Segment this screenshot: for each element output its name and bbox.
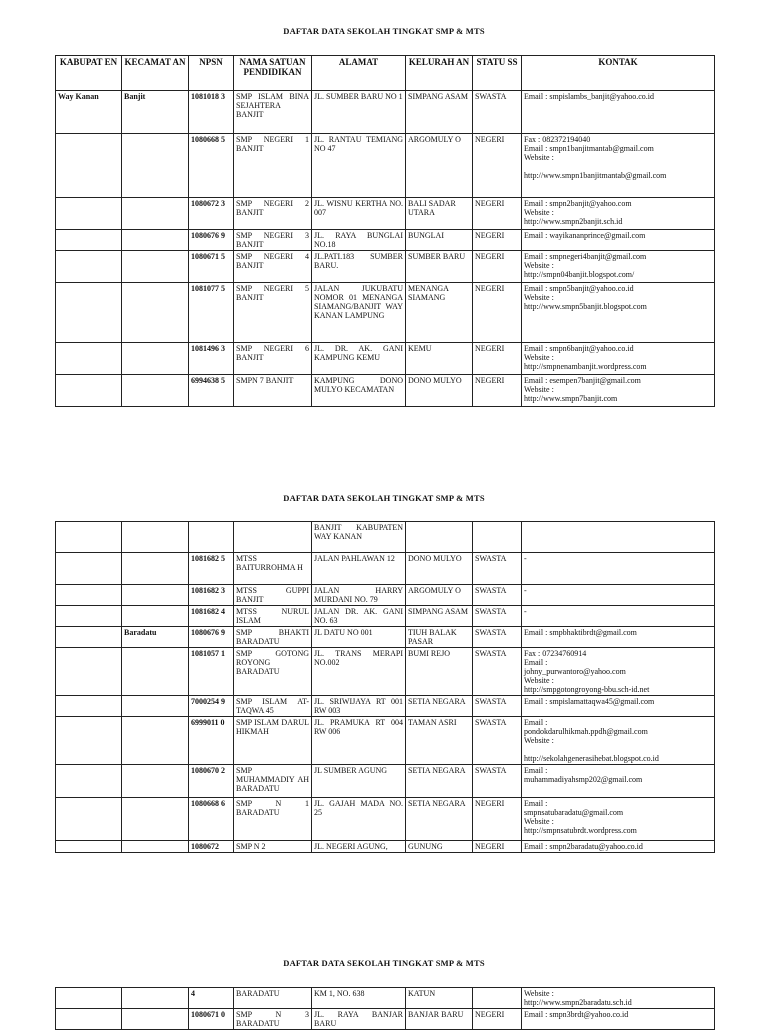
alamat-cell: JL DATU NO 001: [312, 627, 406, 648]
alamat-cell: JALAN JUKUBATU NOMOR 01 MENANGA SIAMANG/BANJIT WAY KANAN LAMPUNG: [312, 283, 406, 343]
table-row: [56, 251, 715, 283]
kontak-cell: Email : smpislambs_banjit@yahoo.co.id: [522, 91, 715, 134]
table-row: [56, 717, 715, 765]
kelurahan-cell: MENANGA SIAMANG: [406, 283, 473, 343]
kelurahan-cell: DONO MULYO: [406, 375, 473, 407]
status-cell: [473, 988, 522, 1009]
nama-cell: SMP ISLAM DARUL HIKMAH: [234, 717, 312, 765]
kabupaten-cell: [56, 134, 122, 198]
alamat-cell: JALAN PAHLAWAN 12: [312, 553, 406, 585]
table-row: [56, 1009, 715, 1030]
table-row: [56, 375, 715, 407]
alamat-cell: JL. NEGERI AGUNG,: [312, 841, 406, 853]
header-status: STATU SS: [473, 56, 522, 91]
nama-cell: MTSS BAITURROHMA H: [234, 553, 312, 585]
kontak-cell: [522, 522, 715, 553]
table-row: [56, 585, 715, 606]
status-cell: SWASTA: [473, 585, 522, 606]
kecamatan-cell: Banjit: [122, 91, 189, 134]
kabupaten-cell: [56, 988, 122, 1009]
kontak-cell: Email : smpnsatubaradatu@gmail.com Website : http://smpnsatubrdt.wordpress.com: [522, 798, 715, 841]
kelurahan-cell: BUMI REJO: [406, 648, 473, 696]
kecamatan-cell: [122, 230, 189, 251]
nama-cell: SMP GOTONG ROYONG BARADATU: [234, 648, 312, 696]
status-cell: NEGERI: [473, 198, 522, 230]
nama-cell: SMP N 3 BARADATU: [234, 1009, 312, 1030]
kontak-cell: -: [522, 606, 715, 627]
kelurahan-cell: GUNUNG: [406, 841, 473, 853]
kabupaten-cell: [56, 251, 122, 283]
alamat-cell: JL. RANTAU TEMIANG NO 47: [312, 134, 406, 198]
kecamatan-cell: [122, 696, 189, 717]
npsn-cell: 6994638 5: [189, 375, 234, 407]
table-row: [56, 134, 715, 198]
npsn-cell: 1080672: [189, 841, 234, 853]
kabupaten-cell: [56, 522, 122, 553]
kelurahan-cell: ARGOMULY O: [406, 585, 473, 606]
header-kelurahan: KELURAH AN: [406, 56, 473, 91]
kontak-cell: Email : smpn6banjit@yahoo.co.id Website : http://smpnenambanjit.wordpress.com: [522, 343, 715, 375]
status-cell: [473, 522, 522, 553]
npsn-cell: 1081682 5: [189, 553, 234, 585]
kecamatan-cell: [122, 988, 189, 1009]
table-row: [56, 988, 715, 1009]
nama-cell: SMP NEGERI 2 BANJIT: [234, 198, 312, 230]
school-table-1: [55, 55, 715, 407]
status-cell: SWASTA: [473, 91, 522, 134]
npsn-cell: 1081077 5: [189, 283, 234, 343]
alamat-cell: JL.PATI.183 SUMBER BARU.: [312, 251, 406, 283]
kontak-cell: Email : smpn5banjit@yahoo.co.id Website : http://www.smpn5banjit.blogspot.com: [522, 283, 715, 343]
kelurahan-cell: SETIA NEGARA: [406, 798, 473, 841]
kontak-cell: Fax : 07234760914 Email : johny_purwantoro@yahoo.com Website : http://smpgotongroyong-bbu.sch-id.net: [522, 648, 715, 696]
npsn-cell: 6999011 0: [189, 717, 234, 765]
page-title-3: DAFTAR DATA SEKOLAH TINGKAT SMP & MTS: [283, 958, 485, 968]
kecamatan-cell: Baradatu: [122, 627, 189, 648]
kabupaten-cell: [56, 198, 122, 230]
kabupaten-cell: Way Kanan: [56, 91, 122, 134]
kecamatan-cell: [122, 1009, 189, 1030]
page-title-1: DAFTAR DATA SEKOLAH TINGKAT SMP & MTS: [283, 26, 485, 36]
nama-cell: SMP N 2: [234, 841, 312, 853]
status-cell: NEGERI: [473, 375, 522, 407]
kelurahan-cell: SETIA NEGARA: [406, 765, 473, 798]
status-cell: SWASTA: [473, 765, 522, 798]
kecamatan-cell: [122, 198, 189, 230]
kecamatan-cell: [122, 522, 189, 553]
npsn-cell: 4: [189, 988, 234, 1009]
kecamatan-cell: [122, 765, 189, 798]
table-row: [56, 798, 715, 841]
alamat-cell: JL. GAJAH MADA NO. 25: [312, 798, 406, 841]
status-cell: NEGERI: [473, 230, 522, 251]
nama-cell: MTSS NURUL ISLAM: [234, 606, 312, 627]
npsn-cell: 7000254 9: [189, 696, 234, 717]
kelurahan-cell: BUNGLAI: [406, 230, 473, 251]
alamat-cell: JL. TRANS MERAPI NO.002: [312, 648, 406, 696]
alamat-cell: BANJIT KABUPATEN WAY KANAN: [312, 522, 406, 553]
kelurahan-cell: KATUN: [406, 988, 473, 1009]
npsn-cell: 1081682 4: [189, 606, 234, 627]
status-cell: NEGERI: [473, 283, 522, 343]
kabupaten-cell: [56, 283, 122, 343]
kontak-cell: Website : http://www.smpn2baradatu.sch.id: [522, 988, 715, 1009]
kontak-cell: Email : smpn2baradatu@yahoo.co.id: [522, 841, 715, 853]
alamat-cell: KAMPUNG DONO MULYO KECAMATAN: [312, 375, 406, 407]
kecamatan-cell: [122, 375, 189, 407]
kontak-cell: -: [522, 585, 715, 606]
npsn-cell: 1081682 3: [189, 585, 234, 606]
header-nama: NAMA SATUAN PENDIDIKAN: [234, 56, 312, 91]
page-title-2: DAFTAR DATA SEKOLAH TINGKAT SMP & MTS: [283, 493, 485, 503]
school-table-2: [55, 521, 715, 853]
nama-cell: [234, 522, 312, 553]
kecamatan-cell: [122, 606, 189, 627]
kecamatan-cell: [122, 798, 189, 841]
alamat-cell: JL. RAYA BANJAR BARU: [312, 1009, 406, 1030]
table-row: [56, 841, 715, 853]
header-kabupaten: KABUPAT EN: [56, 56, 122, 91]
nama-cell: SMP N 1 BARADATU: [234, 798, 312, 841]
kelurahan-cell: BALI SADAR UTARA: [406, 198, 473, 230]
status-cell: NEGERI: [473, 343, 522, 375]
kelurahan-cell: SIMPANG ASAM: [406, 91, 473, 134]
nama-cell: SMP ISLAM AT-TAQWA 45: [234, 696, 312, 717]
alamat-cell: JL. RAYA BUNGLAI NO.18: [312, 230, 406, 251]
table-row: [56, 343, 715, 375]
kelurahan-cell: TIUH BALAK PASAR: [406, 627, 473, 648]
npsn-cell: 1080668 6: [189, 798, 234, 841]
npsn-cell: 1080676 9: [189, 627, 234, 648]
nama-cell: SMP NEGERI 5 BANJIT: [234, 283, 312, 343]
kelurahan-cell: SUMBER BARU: [406, 251, 473, 283]
table-row: [56, 198, 715, 230]
kelurahan-cell: DONO MULYO: [406, 553, 473, 585]
nama-cell: SMP NEGERI 3 BANJIT: [234, 230, 312, 251]
nama-cell: SMP ISLAM BINA SEJAHTERA BANJIT: [234, 91, 312, 134]
table-row: [56, 627, 715, 648]
alamat-cell: JL. WISNU KERTHA NO. 007: [312, 198, 406, 230]
npsn-cell: 1080671 0: [189, 1009, 234, 1030]
alamat-cell: JL. PRAMUKA RT 004 RW 006: [312, 717, 406, 765]
status-cell: SWASTA: [473, 553, 522, 585]
kontak-cell: Email : smpnegeri4banjit@gmail.com Website : http://smpn04banjit.blogspot.com/: [522, 251, 715, 283]
npsn-cell: 1080671 5: [189, 251, 234, 283]
table-row: [56, 283, 715, 343]
npsn-cell: 1081018 3: [189, 91, 234, 134]
status-cell: NEGERI: [473, 1009, 522, 1030]
kecamatan-cell: [122, 841, 189, 853]
kecamatan-cell: [122, 717, 189, 765]
kabupaten-cell: [56, 696, 122, 717]
nama-cell: SMP BHAKTI BARADATU: [234, 627, 312, 648]
table-row: [56, 648, 715, 696]
alamat-cell: JL. SUMBER BARU NO 1: [312, 91, 406, 134]
kabupaten-cell: [56, 798, 122, 841]
kontak-cell: -: [522, 553, 715, 585]
nama-cell: SMP NEGERI 1 BANJIT: [234, 134, 312, 198]
table-row: [56, 230, 715, 251]
kontak-cell: Email : wayikananprince@gmail.com: [522, 230, 715, 251]
status-cell: SWASTA: [473, 717, 522, 765]
alamat-cell: JL. DR. AK. GANI KAMPUNG KEMU: [312, 343, 406, 375]
kabupaten-cell: [56, 375, 122, 407]
kecamatan-cell: [122, 283, 189, 343]
kelurahan-cell: [406, 522, 473, 553]
status-cell: SWASTA: [473, 648, 522, 696]
table-header-row: [56, 56, 715, 91]
nama-cell: SMP MUHAMMADIY AH BARADATU: [234, 765, 312, 798]
status-cell: NEGERI: [473, 134, 522, 198]
status-cell: SWASTA: [473, 627, 522, 648]
kabupaten-cell: [56, 717, 122, 765]
kelurahan-cell: TAMAN ASRI: [406, 717, 473, 765]
nama-cell: MTSS GUPPI BANJIT: [234, 585, 312, 606]
npsn-cell: 1080670 2: [189, 765, 234, 798]
table-row: [56, 553, 715, 585]
npsn-cell: 1081057 1: [189, 648, 234, 696]
header-npsn: NPSN: [189, 56, 234, 91]
kabupaten-cell: [56, 230, 122, 251]
npsn-cell: 1080676 9: [189, 230, 234, 251]
kontak-cell: Email : pondokdarulhikmah.ppdh@gmail.com Website : http://sekolahgenerasihebat.blogspot.co.id: [522, 717, 715, 765]
nama-cell: SMP NEGERI 6 BANJIT: [234, 343, 312, 375]
kecamatan-cell: [122, 648, 189, 696]
kabupaten-cell: [56, 606, 122, 627]
alamat-cell: KM 1, NO. 638: [312, 988, 406, 1009]
table-row: [56, 522, 715, 553]
npsn-cell: [189, 522, 234, 553]
alamat-cell: JL. SRIWIJAYA RT 001 RW 003: [312, 696, 406, 717]
kabupaten-cell: [56, 627, 122, 648]
kontak-cell: Email : smpn2banjit@yahoo.com Website : http://www.smpn2banjit.sch.id: [522, 198, 715, 230]
npsn-cell: 1081496 3: [189, 343, 234, 375]
kabupaten-cell: [56, 553, 122, 585]
status-cell: SWASTA: [473, 606, 522, 627]
npsn-cell: 1080672 3: [189, 198, 234, 230]
alamat-cell: JALAN DR. AK. GANI NO. 63: [312, 606, 406, 627]
nama-cell: SMP NEGERI 4 BANJIT: [234, 251, 312, 283]
kelurahan-cell: SIMPANG ASAM: [406, 606, 473, 627]
header-kecamatan: KECAMAT AN: [122, 56, 189, 91]
kelurahan-cell: SETIA NEGARA: [406, 696, 473, 717]
kabupaten-cell: [56, 585, 122, 606]
kabupaten-cell: [56, 648, 122, 696]
status-cell: SWASTA: [473, 696, 522, 717]
status-cell: NEGERI: [473, 841, 522, 853]
status-cell: NEGERI: [473, 798, 522, 841]
table-row: [56, 606, 715, 627]
kontak-cell: Email : smpislamattaqwa45@gmail.com: [522, 696, 715, 717]
header-alamat: ALAMAT: [312, 56, 406, 91]
table-row: [56, 696, 715, 717]
kelurahan-cell: KEMU: [406, 343, 473, 375]
kontak-cell: Email : muhammadiyahsmp202@gmail.com: [522, 765, 715, 798]
status-cell: NEGERI: [473, 251, 522, 283]
kecamatan-cell: [122, 553, 189, 585]
kontak-cell: Email : smpn3brdt@yahoo.co.id: [522, 1009, 715, 1030]
nama-cell: BARADATU: [234, 988, 312, 1009]
npsn-cell: 1080668 5: [189, 134, 234, 198]
kelurahan-cell: BANJAR BARU: [406, 1009, 473, 1030]
alamat-cell: JALAN HARRY MURDANI NO. 79: [312, 585, 406, 606]
kecamatan-cell: [122, 134, 189, 198]
alamat-cell: JL SUMBER AGUNG: [312, 765, 406, 798]
kecamatan-cell: [122, 585, 189, 606]
kontak-cell: Email : smpbhaktibrdt@gmail.com: [522, 627, 715, 648]
nama-cell: SMPN 7 BANJIT: [234, 375, 312, 407]
kecamatan-cell: [122, 343, 189, 375]
kontak-cell: Email : esempen7banjit@gmail.com Website : http://www.smpn7banjit.com: [522, 375, 715, 407]
kabupaten-cell: [56, 841, 122, 853]
table-row: [56, 765, 715, 798]
header-kontak: KONTAK: [522, 56, 715, 91]
kelurahan-cell: ARGOMULY O: [406, 134, 473, 198]
kecamatan-cell: [122, 251, 189, 283]
table-row: [56, 91, 715, 134]
kabupaten-cell: [56, 1009, 122, 1030]
kabupaten-cell: [56, 343, 122, 375]
kontak-cell: Fax : 082372194040 Email : smpn1banjitmantab@gmail.com Website : http://www.smpn1banjitmantab@gmail.com: [522, 134, 715, 198]
kabupaten-cell: [56, 765, 122, 798]
